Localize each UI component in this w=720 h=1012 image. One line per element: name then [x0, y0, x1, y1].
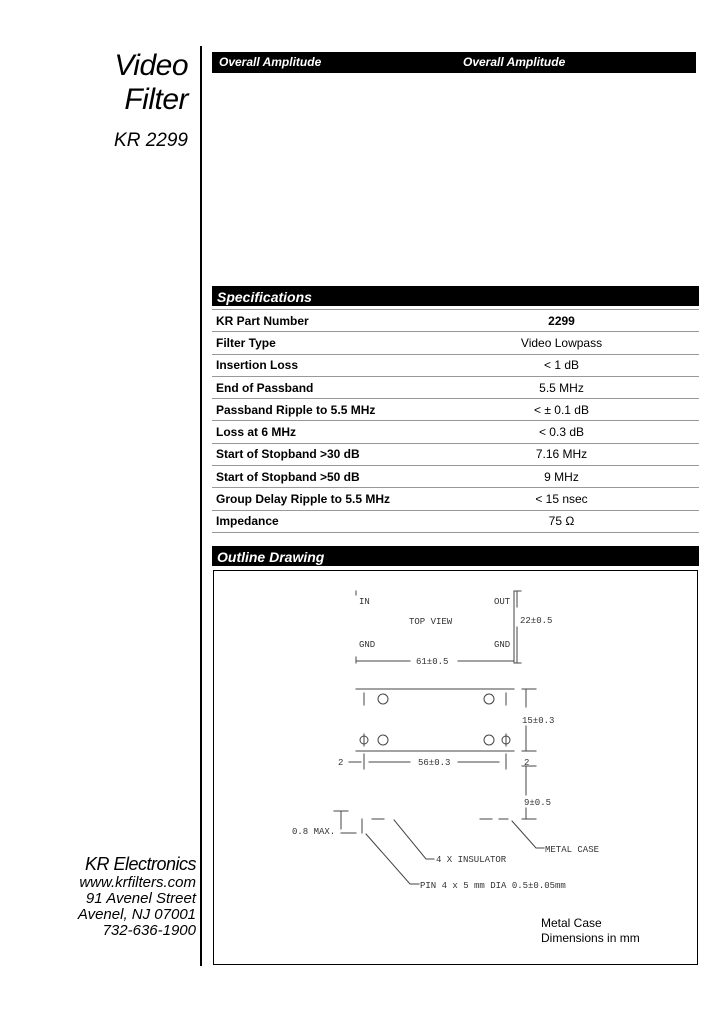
- case-note: [541, 916, 640, 946]
- model-number: KR 2299: [114, 130, 188, 151]
- right-graph-label: Overall Amplitude: [463, 55, 566, 69]
- label-in: IN: [359, 597, 370, 607]
- outline-drawing-svg: [214, 571, 699, 966]
- company-city: Avenel, NJ 07001: [77, 906, 196, 923]
- table-row: KR Part Number 2299: [212, 310, 699, 332]
- case-note-line-1: Metal Case: [541, 916, 602, 930]
- label-width: 61±0.5: [416, 657, 449, 667]
- table-row: Passband Ripple to 5.5 MHz < ± 0.1 dB: [212, 399, 699, 421]
- label-gnd-right: GND: [494, 640, 511, 650]
- table-row: Filter Type Video Lowpass: [212, 332, 699, 354]
- label-edge-right: 2: [524, 758, 530, 768]
- title-line-2: Filter: [124, 83, 188, 116]
- label-height-side: 15±0.3: [522, 716, 555, 726]
- label-insulator: 4 X INSULATOR: [436, 855, 507, 865]
- label-max: 0.8 MAX.: [292, 827, 336, 837]
- company-block: [78, 853, 196, 939]
- label-pitch: 56±0.3: [418, 758, 451, 768]
- label-height-top: 22±0.5: [520, 616, 553, 626]
- table-row: Impedance 75 Ω: [212, 510, 699, 532]
- label-pin: PIN 4 x 5 mm DIA 0.5±0.05mm: [420, 881, 566, 891]
- amplitude-graphs-header: [212, 52, 696, 73]
- label-out: OUT: [494, 597, 511, 607]
- specifications-table: [212, 309, 699, 533]
- table-row: Insertion Loss < 1 dB: [212, 354, 699, 376]
- label-edge-left: 2: [338, 758, 344, 768]
- table-row: Group Delay Ripple to 5.5 MHz < 15 nsec: [212, 488, 699, 510]
- outline-drawing: [213, 570, 698, 965]
- vertical-divider: [200, 46, 202, 966]
- company-name: KR Electronics: [84, 854, 196, 874]
- label-pin-length: 9±0.5: [524, 798, 552, 808]
- table-row: Start of Stopband >50 dB 9 MHz: [212, 466, 699, 488]
- left-graph-label: Overall Amplitude: [219, 55, 322, 69]
- outline-drawing-header: Outline Drawing: [212, 546, 699, 566]
- table-row: End of Passband 5.5 MHz: [212, 376, 699, 398]
- company-street: 91 Avenel Street: [85, 890, 196, 907]
- company-phone: 732-636-1900: [102, 922, 196, 939]
- label-top-view: TOP VIEW: [409, 617, 453, 627]
- title-line-1: Video: [114, 49, 188, 82]
- label-gnd-left: GND: [359, 640, 376, 650]
- case-note-line-2: Dimensions in mm: [541, 931, 640, 945]
- table-row: Loss at 6 MHz < 0.3 dB: [212, 421, 699, 443]
- specifications-header: Specifications: [212, 286, 699, 306]
- table-row: Start of Stopband >30 dB 7.16 MHz: [212, 443, 699, 465]
- company-website: www.krfilters.com: [79, 874, 196, 891]
- label-metal-case: METAL CASE: [545, 845, 600, 855]
